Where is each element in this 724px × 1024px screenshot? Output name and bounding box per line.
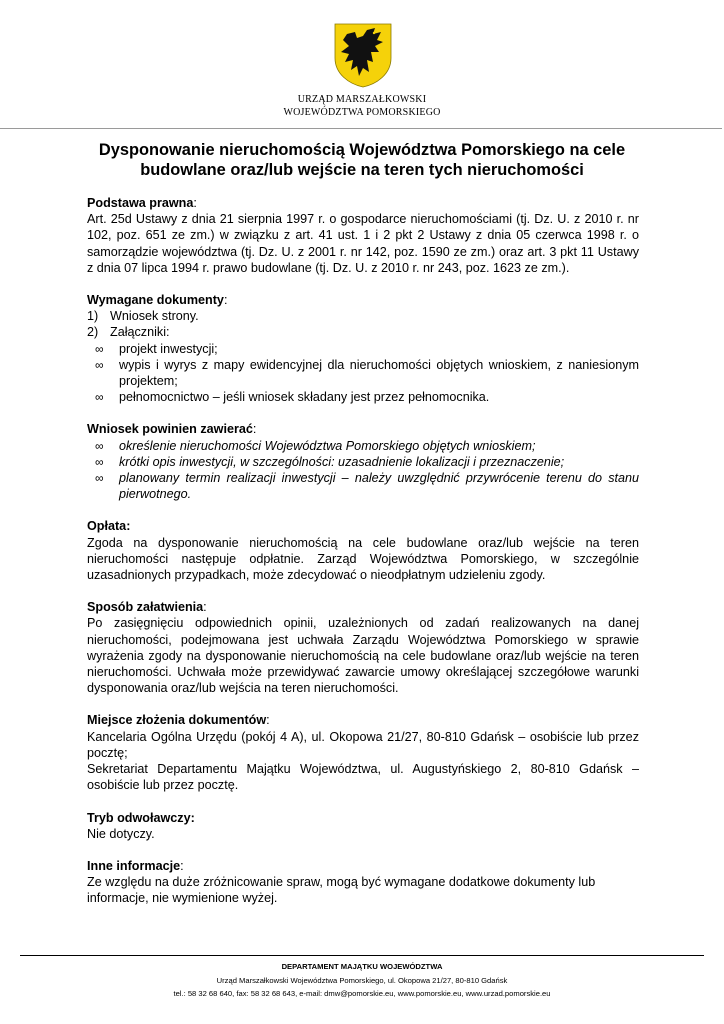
section-sposob-zalatwienia: Sposób załatwienia: Po zasięgnięciu odpowiednich opinii, uzależnionych od zadań realizowanych na danej nieruchomości, podejmowana jest uchwała Zarządu Województwa Pomorskiego w sprawie wyrażenia zgody na dysponowanie nieruchomością na cele budowlane oraz/lub wejście na teren nieruchomości. Uchwała może przewidywać zawarcie umowy określającej szczegółowe warunki dysponowania oraz/lub wejścia na teren nieruchomości. (87, 600, 639, 696)
infinity-bullet-icon: ∞ (95, 454, 104, 469)
section-inne-informacje: Inne informacje: Ze względu na duże zróżnicowanie spraw, mogą być wymagane dodatkowe dokumenty lub informacje, nie wymienione wyżej. (87, 858, 639, 907)
org-name-line1: URZĄD MARSZAŁKOWSKI (297, 94, 427, 105)
document-body (87, 195, 639, 923)
section-label: Sposób załatwienia (87, 600, 204, 615)
list-item: 2) Załączniki: (87, 325, 170, 340)
section-text: Kancelaria Ogólna Urzędu (pokój 4 A), ul. Okopowa 21/27, 80-810 Gdańsk – osobiście lub przez pocztę; (87, 729, 639, 760)
list-item: 1) Wniosek strony. (87, 309, 199, 324)
org-name-line2: WOJEWÓDZTWA POMORSKIEGO (283, 107, 441, 118)
section-text: Zgoda na dysponowanie nieruchomością na cele budowlane oraz/lub wejście na teren nieruchomości następuje odpłatnie. Zarząd Województwa Pomorskiego, w szczególnie uzasadnionych przypadkach, może zdecydować o nieodpłatnym udzieleniu zgody. (87, 535, 639, 583)
infinity-bullet-icon: ∞ (95, 390, 104, 405)
list-item: ∞ projekt inwestycji; (95, 341, 218, 356)
section-wniosek: Wniosek powinien zawierać: ∞ określenie nieruchomości Województwa Pomorskiego objętych wnioskiem; ∞ krótki opis inwestycji, w szczególności: uzasadnienie lokalizacji i przeznaczenie; ∞ planowany termin realizacji inwestycji – należy uwzględnić przywrócenie terenu do stanu pierwotnego. (87, 422, 639, 502)
griffin-coat-of-arms-icon (333, 22, 393, 88)
section-wymagane-dokumenty: Wymagane dokumenty: 1) Wniosek strony. 2) Załączniki: ∞ projekt inwestycji; ∞ wypis i wyrys z mapy ewidencyjnej dla nieruchomości objętych wnioskiem, z naniesionym projektem; ∞ pełnomocnictwo – jeśli wniosek składany jest przez pełnomocnika. (87, 293, 639, 405)
infinity-bullet-icon: ∞ (95, 471, 104, 486)
footer-address: Urząd Marszałkowski Województwa Pomorskiego, ul. Okopowa 21/27, 80-810 Gdańsk (216, 976, 508, 985)
griffin-eye (373, 32, 375, 34)
section-oplata (87, 518, 639, 583)
numbered-list (87, 308, 639, 340)
list-item: ∞ określenie nieruchomości Województwa Pomorskiego objętych wnioskiem; (95, 438, 536, 453)
list-item: ∞ wypis i wyrys z mapy ewidencyjnej dla nieruchomości objętych wnioskiem, z naniesionym projektem; (95, 357, 639, 389)
section-text: Nie dotyczy. (87, 826, 155, 841)
section-label: Miejsce złożenia dokumentów (87, 713, 267, 728)
page-title: Dysponowanie nieruchomością Województwa Pomorskiego na cele budowlane oraz/lub wejście na teren tych nieruchomości (98, 141, 626, 179)
section-text: Art. 25d Ustawy z dnia 21 sierpnia 1997 r. o gospodarce nieruchomościami (tj. Dz. U. z 2010 r. nr 102, poz. 651 ze zm.) w związku z art. 41 ust. 1 i 2 pkt 2 Ustawy z dnia 05 czerwca 1998 r. o samorządzie województwa (tj. Dz. U. z 2001 r. nr 142, poz. 1590 ze zm.) oraz art. 3 pkt 11 Ustawy z dnia 07 lipca 1994 r. prawo budowlane (tj. Dz. U. z 2010 r. nr 243, poz. 1623 ze zm.). (87, 212, 639, 275)
section-miejsce-zlozenia: Miejsce złożenia dokumentów: Kancelaria Ogólna Urzędu (pokój 4 A), ul. Okopowa 21/27, 80-810 Gdańsk – osobiście lub przez pocztę; Sekretariat Departamentu Majątku Województwa, ul. Augustyńskiego 2, 80-810 Gdańsk – osobiście lub przez pocztę. (87, 713, 639, 793)
list-item: ∞ planowany termin realizacji inwestycji – należy uwzględnić przywrócenie terenu do stanu pierwotnego. (95, 471, 639, 502)
header-divider (0, 128, 722, 129)
section-text: Sekretariat Departamentu Majątku Województwa, ul. Augustyńskiego 2, 80-810 Gdańsk – osobiście lub przez pocztę. (87, 762, 639, 793)
section-label: Wymagane dokumenty (87, 293, 224, 308)
list-item: ∞ pełnomocnictwo – jeśli wniosek składany jest przez pełnomocnika. (95, 390, 490, 405)
list-item: ∞ krótki opis inwestycji, w szczególności: uzasadnienie lokalizacji i przeznaczenie; (95, 454, 565, 469)
attachment-list (87, 341, 639, 406)
section-label: Opłata: (87, 519, 131, 534)
section-label: Podstawa prawna (87, 196, 194, 210)
section-label: Wniosek powinien zawierać (87, 422, 253, 437)
requirements-list (87, 438, 639, 503)
section-text: Po zasięgnięciu odpowiednich opinii, uzależnionych od zadań realizowanych na danej nieruchomości, podejmowana jest uchwała Zarządu Województwa Pomorskiego w sprawie wyrażenia zgody na dysponowanie nieruchomością na cele budowlane oraz/lub wejście na teren nieruchomości. Uchwała może przewidywać zawarcie umowy określającej szczegółowe warunki dysponowania oraz/lub wejścia na teren nieruchomości. (87, 616, 639, 696)
section-podstawa-prawna: Podstawa prawna: Art. 25d Ustawy z dnia 21 sierpnia 1997 r. o gospodarce nieruchomościami (tj. Dz. U. z 2010 r. nr 102, poz. 651 ze zm.) w związku z art. 41 ust. 1 i 2 pkt 2 Ustawy z dnia 05 czerwca 1998 r. o samorządzie województwa (tj. Dz. U. z 2001 r. nr 142, poz. 1590 ze zm.) oraz art. 3 pkt 11 Ustawy z dnia 07 lipca 1994 r. prawo budowlane (tj. Dz. U. z 2010 r. nr 243, poz. 1623 ze zm.). (87, 196, 639, 275)
footer-divider (20, 955, 704, 956)
section-tryb-odwolawczy (87, 810, 639, 842)
infinity-bullet-icon: ∞ (95, 341, 104, 356)
document-header (0, 0, 724, 128)
section-label: Inne informacje (87, 858, 181, 873)
section-label: Tryb odwoławczy: (87, 810, 195, 825)
section-text: Ze względu na duże zróżnicowanie spraw, mogą być wymagane dodatkowe dokumenty lub informacje, nie wymienione wyżej. (87, 875, 596, 906)
infinity-bullet-icon: ∞ (95, 357, 104, 372)
footer-contact: tel.: 58 32 68 640, fax: 58 32 68 643, e-mail: dmw@pomorskie.eu, www.pomorskie.eu, www.urzad.pomorskie.eu (173, 989, 551, 998)
infinity-bullet-icon: ∞ (95, 438, 104, 453)
footer-department: DEPARTAMENT MAJĄTKU WOJEWÓDZTWA (281, 962, 443, 971)
